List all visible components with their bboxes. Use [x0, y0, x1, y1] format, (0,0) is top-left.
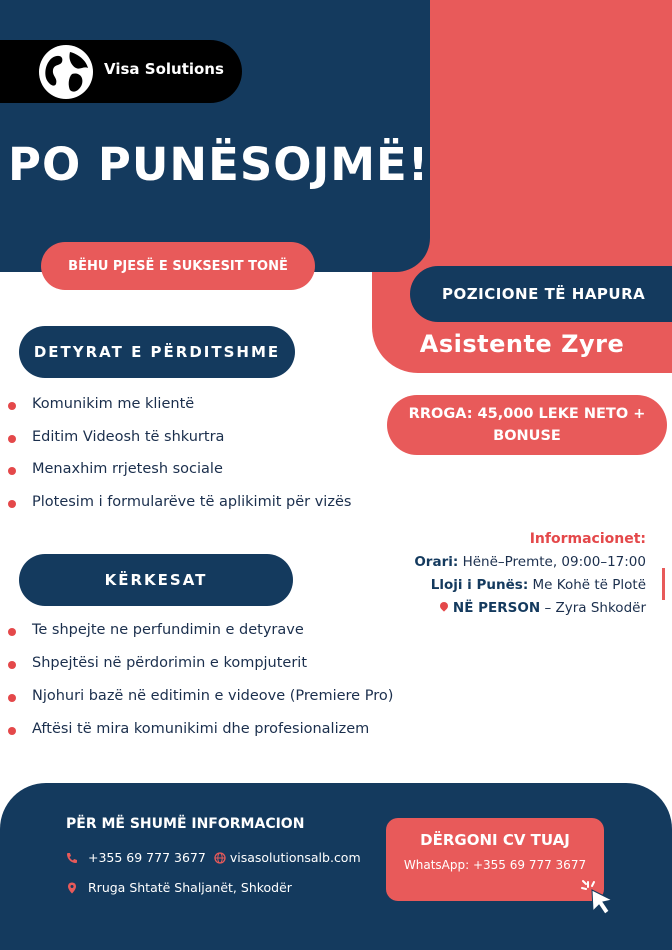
- duties-heading: DETYRAT E PËRDITSHME: [19, 326, 295, 378]
- globe-icon: [38, 44, 94, 100]
- list-item: Menaxhim rrjetesh sociale: [8, 461, 351, 494]
- tagline-badge: BËHU PJESË E SUKSESIT TONË: [41, 242, 315, 290]
- info-schedule: Orari: Hënë–Premte, 09:00–17:00: [414, 554, 646, 570]
- bullet-icon: [8, 628, 16, 636]
- contact-row: [66, 850, 361, 865]
- info-location: NË PERSON – Zyra Shkodër: [414, 597, 646, 620]
- brand-name: Visa Solutions: [104, 60, 224, 78]
- phone-icon: [66, 852, 78, 864]
- page-headline: PO PUNËSOJMË!: [8, 138, 430, 191]
- position-title: Asistente Zyre: [419, 330, 625, 358]
- duties-list: [8, 396, 351, 526]
- whatsapp-number[interactable]: WhatsApp: +355 69 777 3677: [403, 858, 587, 872]
- list-item: Shpejtësi në përdorimin e kompjuterit: [8, 655, 393, 688]
- salary-badge: [387, 395, 667, 455]
- send-cv-title: DËRGONI CV TUAJ: [420, 831, 570, 849]
- bullet-icon: [8, 435, 16, 443]
- location-pin-icon: [438, 600, 449, 611]
- salary-line-2: BONUSE: [493, 428, 561, 444]
- bullet-icon: [8, 467, 16, 475]
- open-positions-badge: POZICIONE TË HAPURA: [410, 266, 672, 322]
- more-info-heading: PËR MË SHUMË INFORMACION: [66, 816, 305, 832]
- bullet-icon: [8, 500, 16, 508]
- location-pin-icon: [66, 882, 78, 894]
- address-row: [66, 880, 292, 895]
- address-text: Rruga Shtatë Shaljanët, Shkodër: [88, 880, 292, 895]
- requirements-list: [8, 622, 393, 754]
- list-item: Plotesim i formularëve të aplikimit për vizës: [8, 494, 351, 527]
- bullet-icon: [8, 727, 16, 735]
- bullet-icon: [8, 402, 16, 410]
- list-item: Njohuri bazë në editimin e videove (Premiere Pro): [8, 688, 393, 721]
- phone-number[interactable]: +355 69 777 3677: [88, 850, 206, 865]
- list-item: Aftësi të mira komunikimi dhe profesionalizem: [8, 721, 393, 754]
- job-info: [414, 528, 646, 620]
- list-item: Komunikim me klientë: [8, 396, 351, 429]
- bullet-icon: [8, 694, 16, 702]
- bullet-icon: [8, 661, 16, 669]
- requirements-heading: KËRKESAT: [19, 554, 293, 606]
- info-type: Lloji i Punës: Me Kohë të Plotë: [430, 577, 646, 593]
- info-title: Informacionet:: [529, 531, 646, 547]
- website-link[interactable]: visasolutionsalb.com: [229, 850, 361, 865]
- info-accent-bar: [662, 568, 665, 600]
- list-item: Te shpejte ne perfundimin e detyrave: [8, 622, 393, 655]
- web-icon: [214, 852, 226, 864]
- list-item: Editim Videosh të shkurtra: [8, 429, 351, 462]
- cursor-click-icon: [580, 878, 620, 918]
- salary-line-1: RROGA: 45,000 LEKE NETO +: [408, 406, 646, 422]
